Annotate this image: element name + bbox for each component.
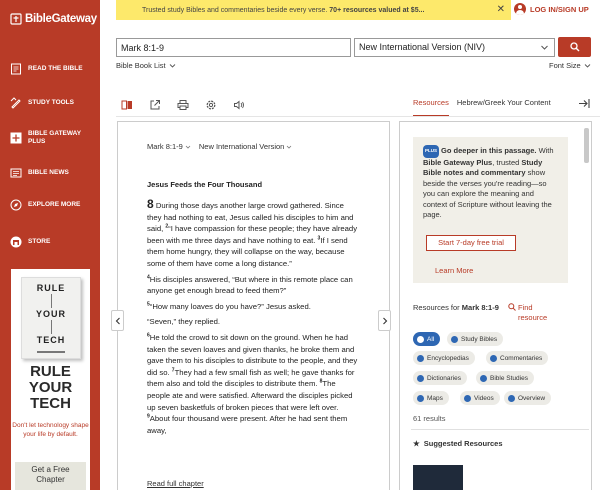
news-icon <box>9 166 22 179</box>
commentary-icon <box>490 355 497 362</box>
verse-number: 9 <box>147 413 150 420</box>
plus-badge: PLUS <box>423 145 439 158</box>
dictionary-icon <box>417 375 424 382</box>
banner-text-bold: 70+ resources valued at $5... <box>329 6 425 14</box>
search-button[interactable] <box>558 37 591 57</box>
next-passage-button[interactable] <box>378 310 391 331</box>
filter-chip-dictionaries[interactable] <box>413 371 467 385</box>
banner-text <box>142 7 424 14</box>
filter-chip-all[interactable] <box>413 332 440 346</box>
suggested-resources-heading <box>413 439 503 448</box>
bible-version-select[interactable] <box>354 38 555 57</box>
filter-chip-bible-studies[interactable] <box>476 371 534 385</box>
promo-body-c: , trusted <box>492 157 520 167</box>
suggested-resource-thumbnail[interactable] <box>413 465 463 490</box>
promo-body-e: show beside the verses you're reading—so you can explore the meaning and context of Scripture without leaving the page. <box>423 168 552 219</box>
passage-panel <box>117 121 390 490</box>
promo-body-b: Bible Gateway Plus <box>423 157 493 167</box>
chip-label: Commentaries <box>500 354 543 362</box>
learn-more-link[interactable]: Learn More <box>435 266 474 275</box>
book-cover-divider <box>51 320 52 334</box>
sidebar-item-bible-news[interactable] <box>9 166 94 179</box>
book-cover-title-line2: YOUR <box>35 309 66 319</box>
close-icon[interactable]: ✕ <box>496 4 505 15</box>
chevron-down-icon <box>584 62 591 69</box>
chip-label: Overview <box>518 394 546 402</box>
bible-book-list-dropdown[interactable] <box>116 61 176 70</box>
encyclopedia-icon <box>417 355 424 362</box>
search-icon <box>508 303 516 311</box>
chip-label: Maps <box>427 394 443 402</box>
passage-version-dropdown[interactable] <box>199 142 292 151</box>
passage-search-input[interactable] <box>116 38 351 57</box>
collapse-panel-icon[interactable] <box>578 98 590 109</box>
find-resource-label: Find resource <box>518 303 548 322</box>
chip-label: Dictionaries <box>427 374 461 382</box>
results-divider <box>411 429 589 430</box>
filter-chip-maps[interactable] <box>413 391 449 405</box>
chevron-right-icon <box>382 317 388 325</box>
plus-icon <box>9 131 22 144</box>
ad-title <box>11 364 90 412</box>
get-free-chapter-button[interactable] <box>15 462 86 490</box>
promo-body-a: With <box>538 146 554 156</box>
chevron-down-icon <box>540 43 549 52</box>
compass-icon <box>9 198 22 211</box>
sidebar-item-label: EXPLORE MORE <box>28 200 81 208</box>
brand-name: BibleGateway <box>25 13 97 25</box>
login-signup-link[interactable] <box>514 3 589 15</box>
verse-1: During those days another large crowd gathered. Since they had nothing to eat, Jesus called his disciples to him and said, <box>147 201 354 234</box>
sidebar-item-explore-more[interactable] <box>9 198 94 211</box>
chevron-down-icon <box>169 62 176 69</box>
verse-4: His disciples answered, “But where in this remote place can anyone get enough bread to feed them?” <box>147 274 353 296</box>
study-bible-icon <box>451 336 458 343</box>
verse-6: He told the crowd to sit down on the ground. When he had taken the seven loaves and given thanks, he broke them and gave them to his disciples to distribute to the people, and they did so. <box>147 332 358 377</box>
chapter-number: 8 <box>147 197 154 211</box>
chevron-down-icon <box>185 144 191 150</box>
filter-chip-videos[interactable] <box>460 391 500 405</box>
verse-3: If I send them home hungry, they will collapse on the way, because some of them have come a long distance.” <box>147 235 348 268</box>
verse-paragraph <box>147 274 359 297</box>
verse-paragraph <box>147 301 359 313</box>
results-count: 61 results <box>413 414 446 423</box>
previous-passage-button[interactable] <box>111 310 124 331</box>
promo-headline: Go deeper in this passage. <box>441 146 537 156</box>
plus-promo-card <box>413 137 568 283</box>
verse-number: 6 <box>147 332 150 339</box>
resources-for-label: Resources for <box>413 303 460 312</box>
passage-heading: Jesus Feeds the Four Thousand <box>147 180 263 189</box>
verse-number: 5 <box>147 301 150 308</box>
verse-5-reply: “Seven,” they replied. <box>147 317 221 327</box>
resources-for-heading <box>413 303 513 313</box>
login-label: LOG IN/SIGN UP <box>530 4 589 14</box>
sidebar-item-read-the-bible[interactable] <box>9 62 94 75</box>
audio-icon[interactable] <box>232 98 246 112</box>
chip-label: All <box>427 335 435 343</box>
book-icon <box>9 62 22 75</box>
chevron-down-icon <box>286 144 292 150</box>
sidebar-item-study-tools[interactable] <box>9 96 94 109</box>
book-cover-image <box>21 277 81 359</box>
book-cover-title-line3: TECH <box>36 335 66 345</box>
video-icon <box>464 395 471 402</box>
brand-logo[interactable] <box>10 13 97 25</box>
verse-8: The people ate and were satisfied. Afterward the disciples picked up seven basketfuls of broken pieces that were left over. <box>147 379 353 412</box>
verse-number: 2 <box>165 223 169 230</box>
find-resource-link[interactable] <box>508 303 554 323</box>
verse-number: 7 <box>171 367 175 374</box>
verse-number: 3 <box>317 235 321 242</box>
ad-subtitle: Don't let technology shape your life by default. <box>12 422 89 438</box>
sidebar-item-store[interactable] <box>9 235 94 248</box>
print-icon[interactable] <box>176 98 190 112</box>
sidebar-item-label: BIBLE GATEWAY PLUS <box>28 130 81 145</box>
book-cover-divider <box>51 294 52 308</box>
ad-title-line3: TECH <box>30 395 71 412</box>
book-list-label: Bible Book List <box>116 61 166 70</box>
biblegateway-logo-icon <box>10 13 22 25</box>
passage-reference-label: Mark 8:1-9 <box>147 142 183 151</box>
overview-icon <box>508 395 515 402</box>
gear-icon[interactable] <box>204 98 218 112</box>
book-cover-title-line1: RULE <box>36 283 66 293</box>
store-icon <box>9 235 22 248</box>
verse-5: “How many loaves do you have?” Jesus asked. <box>149 301 311 311</box>
star-icon: ★ <box>413 439 420 448</box>
verse-number: 8 <box>319 378 323 385</box>
start-free-trial-button[interactable]: Start 7-day free trial <box>426 235 516 251</box>
study-tools-icon <box>9 96 22 109</box>
chip-label: Videos <box>474 394 494 402</box>
chip-label: Encyclopedias <box>427 354 469 362</box>
map-icon <box>417 395 424 402</box>
promo-banner[interactable] <box>116 0 511 20</box>
ad-cta-line1: Get a Free <box>31 465 70 474</box>
sidebar-item-label: STORE <box>28 237 51 245</box>
passage-header <box>147 142 292 151</box>
chevron-left-icon <box>115 317 121 325</box>
verse-paragraph <box>147 332 359 436</box>
sidebar-item-label: READ THE BIBLE <box>28 64 83 72</box>
promo-body-d: Study Bible notes and commentary <box>423 157 543 177</box>
share-icon[interactable] <box>148 98 162 112</box>
banner-text-main: Trusted study Bibles and commentaries beside every verse. <box>142 6 328 14</box>
resource-tabs <box>413 98 551 116</box>
tab-resources[interactable]: Resources <box>413 98 449 116</box>
sidebar-item-bible-gateway-plus[interactable] <box>9 130 94 145</box>
suggested-label: Suggested Resources <box>423 439 503 448</box>
sidebar-item-label: BIBLE NEWS <box>28 168 69 176</box>
font-size-dropdown[interactable] <box>549 61 591 70</box>
chip-label: Bible Studies <box>490 374 528 382</box>
sidebar-item-label: STUDY TOOLS <box>28 98 74 106</box>
passage-reference-dropdown[interactable] <box>147 142 191 151</box>
verse-2: “I have compassion for these people; they have already been with me three days and have nothing to eat. <box>147 224 358 245</box>
promo-text <box>423 145 558 221</box>
filter-chip-commentaries[interactable] <box>486 351 548 365</box>
tab-hebrew-greek-your-content[interactable]: Hebrew/Greek Your Content <box>456 98 551 107</box>
toolbar-divider <box>116 116 600 117</box>
filter-chip-study-bibles[interactable] <box>447 332 503 346</box>
resources-scrollbar[interactable] <box>584 128 589 163</box>
book-advertisement[interactable] <box>11 269 90 490</box>
version-select-value: New International Version (NIV) <box>359 42 486 52</box>
chip-label: Study Bibles <box>461 335 498 343</box>
ad-title-line1: RULE <box>30 363 71 380</box>
read-full-chapter-link[interactable]: Read full chapter <box>147 479 204 488</box>
bible-study-icon <box>480 375 487 382</box>
sidebar <box>0 0 100 490</box>
passage-text <box>147 199 359 440</box>
filter-chip-encyclopedias[interactable] <box>413 351 475 365</box>
passage-toolbar <box>116 96 260 114</box>
parallel-view-icon[interactable] <box>120 98 134 112</box>
resources-for-ref: Mark 8:1-9 <box>461 303 499 312</box>
verse-paragraph <box>147 316 359 328</box>
ad-cta-line2: Chapter <box>36 475 65 484</box>
verse-number: 4 <box>147 274 150 280</box>
user-icon <box>514 3 526 15</box>
check-icon <box>417 336 424 343</box>
verse-9: About four thousand were present. After he had sent them away, <box>147 414 348 435</box>
ad-title-line2: YOUR <box>28 379 73 396</box>
passage-version-label: New International Version <box>198 142 285 151</box>
filter-chip-overview[interactable] <box>504 391 551 405</box>
font-size-label: Font Size <box>549 61 581 70</box>
verse-7: They had a few small fish as well; he gave thanks for them also and told the disciples to distribute them. <box>147 367 355 389</box>
book-cover-author <box>37 351 65 353</box>
search-icon <box>570 42 580 52</box>
verse-paragraph <box>147 199 359 270</box>
